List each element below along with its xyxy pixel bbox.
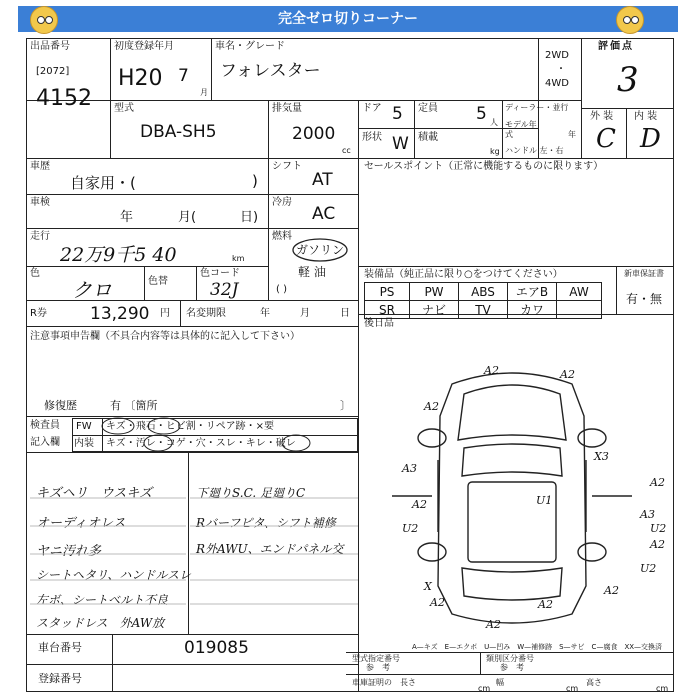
- mark-3: A2: [424, 400, 439, 413]
- mascot-right-icon: [616, 6, 644, 34]
- displacement-unit: cc: [342, 146, 351, 155]
- color-value: クロ: [72, 278, 112, 302]
- handle-label: ハンドル 左・右: [505, 146, 564, 155]
- remark2-1: 下廻りS.C. 足廻りC: [196, 486, 306, 500]
- garage-label: 車庫証明の: [352, 678, 392, 687]
- dealer-label: ディーラー・並行: [505, 103, 569, 112]
- car-rear-window: [462, 568, 562, 600]
- check-label-2: 記入欄: [30, 437, 60, 448]
- car-hood: [458, 385, 566, 440]
- mark-10: X: [424, 580, 432, 593]
- mark-17: A2: [538, 598, 553, 611]
- width-label: 幅: [496, 678, 504, 687]
- rear-items-label: 後日品: [364, 318, 394, 329]
- fuel-other: ( ): [276, 284, 287, 295]
- check-circles: [100, 416, 360, 454]
- first-reg-month-unit: 月: [200, 88, 208, 97]
- mark-6: U2: [650, 522, 667, 535]
- displacement-value: 2000: [292, 124, 336, 144]
- color-label: 色: [30, 268, 40, 279]
- history-close: ): [252, 172, 258, 190]
- history-label: 車歴: [30, 161, 50, 172]
- equip-pw: PW: [410, 283, 459, 301]
- name-change-day: 日: [340, 308, 350, 319]
- shape-value: W: [392, 134, 409, 154]
- header-banner: 完全ゼロ切りコーナー: [18, 6, 678, 32]
- mark-11: A2: [430, 596, 445, 609]
- mark-8: X3: [594, 450, 609, 463]
- first-reg-month: 7: [178, 66, 189, 86]
- exterior-grade: C: [596, 124, 616, 154]
- car-body-outline: [438, 373, 586, 623]
- name-change-year: 年: [260, 308, 270, 319]
- car-windshield: [462, 444, 562, 476]
- check-row1-head: FW: [76, 421, 92, 432]
- mark-18: A2: [412, 498, 427, 511]
- remark-5: 左ボ、シートベルト不良: [36, 593, 169, 607]
- mileage-value: 22万9千5 40: [60, 244, 177, 266]
- width-unit: cm: [566, 684, 579, 693]
- inspection-day-unit: 日): [240, 210, 259, 225]
- doors-label: ドア: [362, 103, 382, 114]
- load-unit: kg: [490, 147, 500, 156]
- equipment-table: [364, 282, 602, 319]
- category-label: 類別区分番号: [486, 654, 534, 663]
- mark-4: A3: [402, 462, 417, 475]
- warranty-label: 新車保証書: [624, 269, 664, 278]
- check-row1: キズ・飛石・ヒビ割・リペア跡・×要: [106, 421, 274, 432]
- inspection-label: 車検: [30, 197, 50, 208]
- mark-16: U2: [640, 562, 657, 575]
- mascot-left-icon: [30, 6, 58, 34]
- color-change-label: 色替: [148, 276, 168, 287]
- name-change-month: 月: [300, 308, 310, 319]
- length-unit: cm: [478, 684, 491, 693]
- recycle-label: R券: [30, 308, 47, 319]
- interior-grade: D: [640, 124, 661, 154]
- shape-label: 形状: [362, 132, 382, 143]
- mark-2: A2: [560, 368, 575, 381]
- remark-6: スタッドレス 外AW放: [36, 616, 165, 630]
- mark-1: A2: [484, 364, 499, 377]
- equip-leather: カワ: [508, 301, 557, 319]
- capacity-value: 5: [476, 104, 487, 124]
- repair-close: 〕: [340, 399, 351, 412]
- plate-label: 車台番号: [38, 641, 82, 654]
- drive-4wd: 4WD: [545, 78, 569, 89]
- registration-label: 登録番号: [38, 672, 82, 685]
- lot-number: 4152: [36, 86, 92, 111]
- warranty-value: 有・無: [626, 292, 663, 306]
- equip-tv: TV: [459, 301, 508, 319]
- equip-blank: [557, 301, 602, 319]
- displacement-label: 排気量: [272, 103, 302, 114]
- mark-15: A3: [640, 508, 655, 521]
- capacity-unit: 人: [490, 118, 498, 127]
- equipment-label: 装備品（純正品に限り○をつけてください）: [364, 269, 563, 280]
- fuel-gas: ガソリン: [296, 243, 345, 257]
- shift-label: シフト: [272, 161, 302, 172]
- lot-label: 出品番号: [30, 41, 70, 52]
- remark-underlines: [30, 470, 360, 634]
- mark-14: U1: [536, 494, 553, 507]
- remark2-2: Rバーフピタ、シフト補修: [196, 516, 336, 530]
- car-name-label: 車名・グレード: [215, 41, 285, 52]
- model-year-unit: 年: [568, 130, 576, 139]
- drive-2wd: 2WD: [545, 50, 569, 61]
- inspection-year-unit: 年: [120, 210, 134, 225]
- wheel-front-right-icon: [578, 429, 606, 447]
- sales-point-label: セールスポイント（正常に機能するものに限ります）: [364, 161, 604, 172]
- mark-5: U2: [402, 522, 419, 535]
- remark-2: オーディオレス: [36, 516, 126, 531]
- load-label: 積載: [418, 132, 438, 143]
- repair-value: 有 〔箇所: [110, 399, 158, 412]
- lot-code: [2072]: [36, 66, 70, 77]
- inspection-month-unit: 月(: [178, 210, 197, 225]
- remark-4: シートヘタリ、ハンドルスレ: [36, 568, 192, 582]
- length-label: 長さ: [400, 678, 416, 687]
- aircon-label: 冷房: [272, 197, 292, 208]
- notes-label: 注意事項申告欄（不具合内容等は具体的に記入して下さい）: [30, 331, 300, 342]
- car-damage-diagram: [372, 356, 672, 636]
- equip-abs: ABS: [459, 283, 508, 301]
- remark2-3: R外AWU、エンドパネル交: [196, 542, 344, 556]
- fuel-label: 燃料: [272, 231, 292, 242]
- first-reg-year: H20: [118, 66, 163, 91]
- equip-aw: AW: [557, 283, 602, 301]
- mileage-label: 走行: [30, 231, 50, 242]
- wheel-rear-left-icon: [418, 543, 446, 561]
- remark-3: ヤニ汚れ多: [36, 544, 102, 559]
- color-code: 32J: [210, 280, 239, 300]
- doors-value: 5: [392, 104, 403, 124]
- height-unit: cm: [656, 684, 669, 693]
- equip-ps: PS: [365, 283, 410, 301]
- plate-value: 019085: [184, 638, 249, 658]
- mark-13: A2: [604, 584, 619, 597]
- height-label: 高さ: [586, 678, 602, 687]
- recycle-value: 13,290: [90, 304, 150, 324]
- model-value: DBA-SH5: [140, 122, 217, 142]
- equip-navi: ナビ: [410, 301, 459, 319]
- drive-dot: ・: [556, 64, 566, 75]
- mileage-unit: km: [232, 254, 245, 263]
- wheel-rear-right-icon: [578, 543, 606, 561]
- history-value: 自家用・(: [70, 174, 136, 192]
- category-ref: 参 考: [500, 663, 524, 672]
- check-row2-head: 内装: [74, 438, 94, 449]
- capacity-label: 定員: [418, 103, 438, 114]
- remark-1: キズヘリ ウスキズ: [36, 486, 153, 501]
- fuel-circle: [290, 236, 350, 262]
- recycle-unit: 円: [160, 308, 170, 319]
- exterior-label: 外 装: [590, 111, 614, 122]
- score-value: 3: [617, 60, 639, 100]
- fuel-diesel: 軽 油: [298, 265, 326, 279]
- car-name: フォレスター: [220, 61, 321, 81]
- type-designation-ref: 参 考: [366, 663, 390, 672]
- mark-9: A2: [650, 476, 665, 489]
- mark-12: A2: [486, 618, 501, 631]
- name-change-label: 名変期限: [186, 308, 226, 319]
- type-designation-label: 型式指定番号: [352, 654, 400, 663]
- equip-sr: SR: [365, 301, 410, 319]
- shift-value: AT: [312, 170, 333, 190]
- wheel-front-left-icon: [418, 429, 446, 447]
- model-label: 型式: [114, 103, 134, 114]
- repair-label: 修復歴: [44, 399, 77, 412]
- first-reg-label: 初度登録年月: [114, 41, 174, 52]
- interior-label: 内 装: [634, 111, 658, 122]
- check-row2: キズ・汚レ・コゲ・穴・スレ・キレ・破レ: [106, 438, 296, 449]
- score-label: 評価点: [598, 41, 634, 52]
- model-year-label: モデル年式: [505, 120, 537, 139]
- damage-legend: A—キズ E—エクボ U—凹み W—補修跡 S—サビ C—腐食 XX—交換済: [412, 643, 663, 651]
- color-code-label: 色コード: [200, 268, 240, 279]
- check-label-1: 検査員: [30, 420, 60, 431]
- equip-airbag: エアB: [508, 283, 557, 301]
- aircon-value: AC: [312, 204, 336, 224]
- mark-7: A2: [650, 538, 665, 551]
